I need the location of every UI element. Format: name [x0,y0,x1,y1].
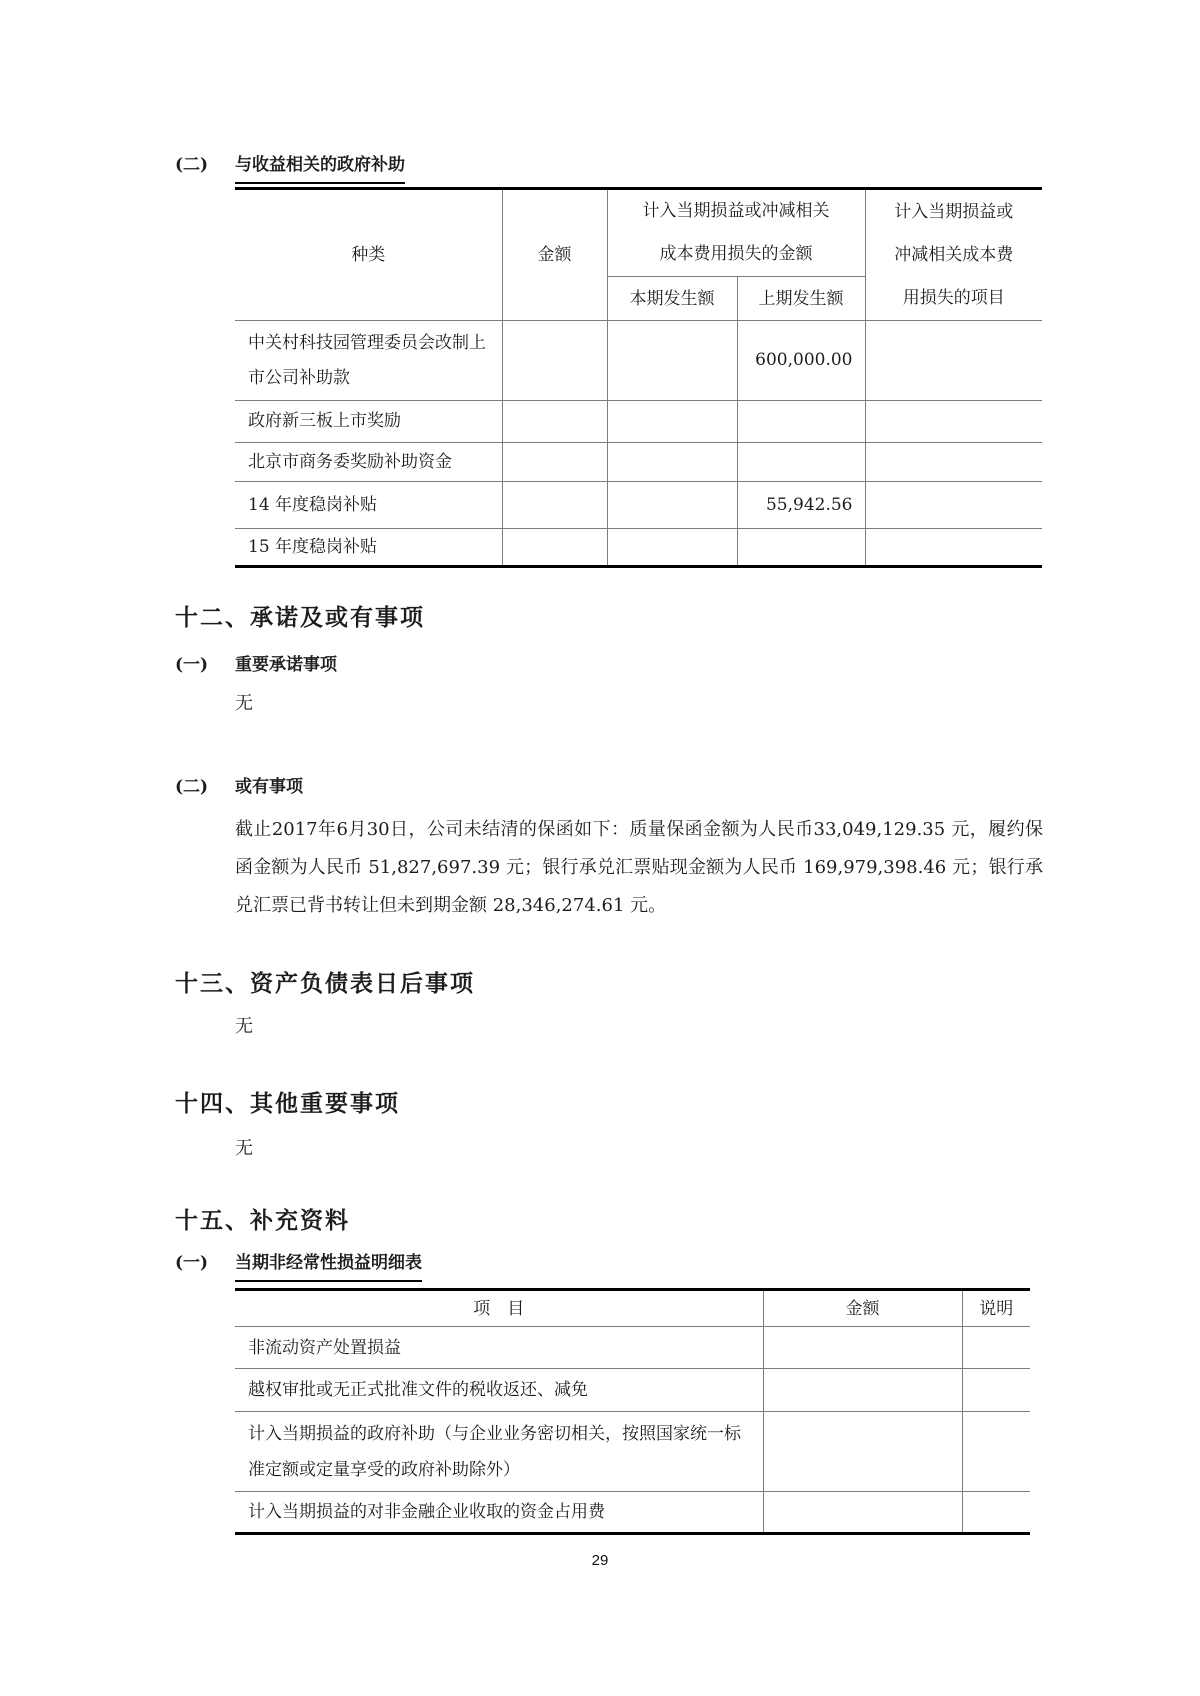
cell-kind: 北京市商务委奖励补助资金 [235,443,502,482]
col-header-group [607,189,865,277]
col-header-kind: 种类 [235,189,502,321]
table-row [235,321,1042,401]
cell-item: 计入当期损益的政府补助（与企业业务密切相关，按照国家统一标准定额或定量享受的政府补助除外） [235,1412,763,1492]
section-title: 或有事项 [235,777,303,797]
cell-amount [763,1369,962,1412]
cell-item: 计入当期损益的对非金融企业收取的资金占用费 [235,1492,763,1534]
cell-kind: 中关村科技园管理委员会改制上市公司补助款 [235,321,502,401]
table-row [235,443,1042,482]
cell-amount [763,1492,962,1534]
col-header-item: 项 目 [235,1290,763,1327]
col-header-amount: 金额 [502,189,607,321]
cell-prior: 55,942.56 [737,482,865,529]
cell-amount [502,443,607,482]
section-label: (一) [175,655,209,675]
section-label: (二) [175,777,209,797]
heading-section-13: 十三、资产负债表日后事项 [175,970,475,997]
cell-item [865,482,1042,529]
table-row [235,401,1042,443]
contingencies-paragraph: 截止2017年6月30日，公司未结清的保函如下：质量保函金额为人民币33,049,129.35 元，履约保函金额为人民币 51,827,697.39 元；银行承兑汇票贴现金额为人民币 169,979,398.46 元；银行承兑汇票已背书转让但未到期金额 28,346,274.61 元。 [235,819,1043,916]
cell-current [607,482,737,529]
cell-item [865,443,1042,482]
cell-prior: 600,000.00 [737,321,865,401]
cell-kind: 14 年度稳岗补贴 [235,482,502,529]
cell-amount [502,482,607,529]
cell-prior [737,443,865,482]
cell-current [607,443,737,482]
cell-prior [737,401,865,443]
col-header-amount: 金额 [763,1290,962,1327]
none-text: 无 [235,1016,253,1037]
non-recurring-items-table [235,1288,1030,1535]
cell-current [607,401,737,443]
page-number: 29 [591,1552,609,1569]
col-header-current-period: 本期发生额 [607,277,737,321]
cell-amount [763,1327,962,1369]
heading-gov-subsidy [175,152,405,184]
cell-amount [502,401,607,443]
col-header-item [865,189,1042,321]
cell-amount [502,321,607,401]
table-row [235,482,1042,529]
cell-note [962,1492,1030,1534]
cell-note [962,1327,1030,1369]
col-header-item-line2: 冲减相关成本费 [894,244,1014,265]
cell-item [865,321,1042,401]
cell-amount [502,529,607,567]
col-header-group-line1: 计入当期损益或冲减相关 [642,201,830,221]
col-header-prior-period: 上期发生额 [737,277,865,321]
heading-section-15: 十五、补充资料 [175,1207,350,1234]
cell-current [607,321,737,401]
cell-amount [763,1412,962,1492]
heading-important-commitments [175,652,337,678]
table-row [235,1327,1030,1369]
cell-prior [737,529,865,567]
section-label: (一) [175,1253,209,1273]
table-row [235,1492,1030,1534]
heading-section-14: 十四、其他重要事项 [175,1090,400,1117]
col-header-item-line1: 计入当期损益或 [894,201,1014,222]
section-label: (二) [175,155,209,175]
table-row [235,529,1042,567]
col-header-item-line3: 用损失的项目 [902,287,1005,308]
none-text: 无 [235,693,253,714]
section-title: 与收益相关的政府补助 [235,152,405,184]
section-title: 重要承诺事项 [235,655,337,675]
heading-section-12: 十二、承诺及或有事项 [175,604,425,631]
table-row [235,1412,1030,1492]
none-text: 无 [235,1138,253,1159]
cell-current [607,529,737,567]
heading-non-recurring-items [175,1250,422,1282]
cell-item [865,529,1042,567]
cell-kind: 15 年度稳岗补贴 [235,529,502,567]
cell-item: 越权审批或无正式批准文件的税收返还、减免 [235,1369,763,1412]
cell-item [865,401,1042,443]
col-header-group-line2: 成本费用损失的金额 [659,244,813,264]
section-title: 当期非经常性损益明细表 [235,1250,422,1282]
gov-subsidy-table [235,187,1042,568]
heading-contingencies [175,774,303,800]
cell-item: 非流动资产处置损益 [235,1327,763,1369]
cell-note [962,1412,1030,1492]
cell-note [962,1369,1030,1412]
cell-kind: 政府新三板上市奖励 [235,401,502,443]
col-header-note: 说明 [962,1290,1030,1327]
table-row [235,1369,1030,1412]
